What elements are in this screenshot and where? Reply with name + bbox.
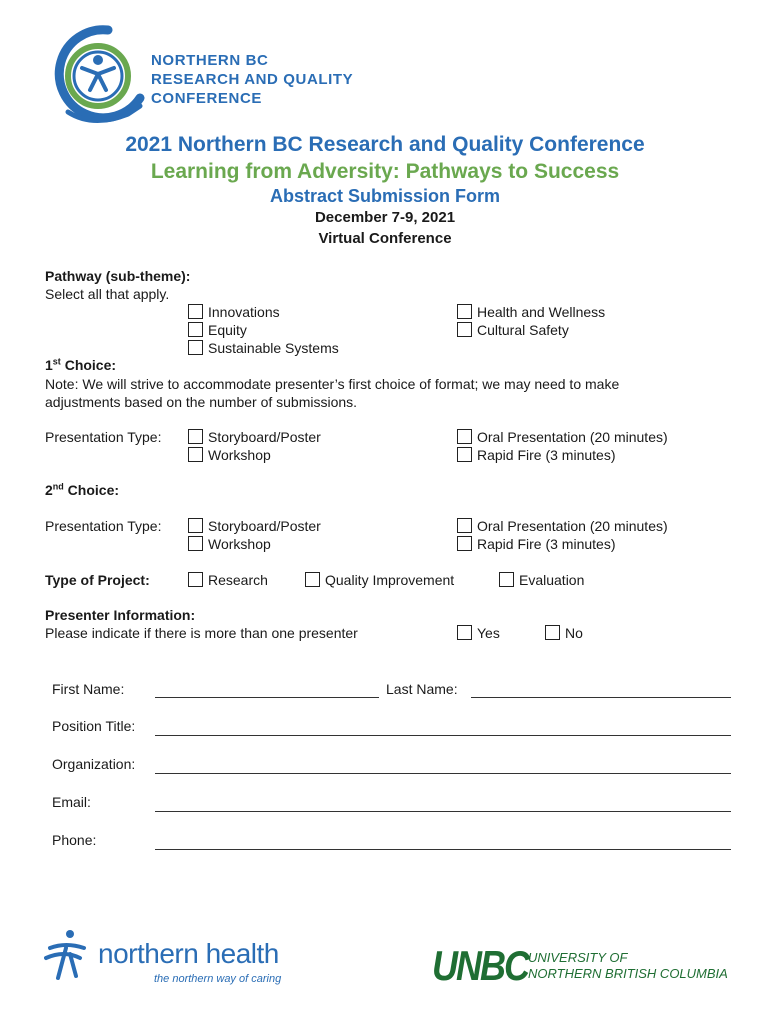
last-name-label: Last Name: (386, 681, 458, 697)
checkbox[interactable] (457, 518, 472, 533)
first-name-field[interactable] (155, 697, 379, 698)
conference-venue: Virtual Conference (318, 230, 452, 247)
checkbox[interactable] (457, 625, 472, 640)
first-choice-type-label: Presentation Type: (45, 429, 162, 445)
second-choice-label: 2nd Choice: (45, 481, 120, 498)
presenter-info-label: Presenter Information: (45, 607, 196, 623)
logo-line-1: NORTHERN BC (151, 52, 269, 69)
project-type-label: Type of Project: (45, 572, 150, 588)
checkbox[interactable] (457, 429, 472, 444)
northern-health-name: northern health (98, 938, 279, 969)
checkbox[interactable] (188, 304, 203, 319)
unbc-line-1: UNIVERSITY OF (528, 950, 628, 965)
checkbox[interactable] (188, 518, 203, 533)
first-choice-note-line-2: adjustments based on the number of submissions. (45, 394, 358, 410)
position-title-field[interactable] (155, 735, 731, 736)
checkbox[interactable] (188, 447, 203, 462)
checkbox[interactable] (305, 572, 320, 587)
checkbox[interactable] (457, 322, 472, 337)
email-field[interactable] (155, 811, 731, 812)
last-name-field[interactable] (471, 697, 731, 698)
logo-line-2: RESEARCH AND QUALITY (151, 71, 354, 88)
first-choice-note-line-1: Note: We will strive to accommodate presenter’s first choice of format; we may need to make (45, 376, 620, 392)
pathway-instruction: Select all that apply. (45, 286, 170, 302)
presenter-question: Please indicate if there is more than one presenter (45, 625, 358, 641)
form-title: Abstract Submission Form (269, 186, 501, 206)
checkbox[interactable] (499, 572, 514, 587)
conference-theme: Learning from Adversity: Pathways to Success (150, 160, 620, 183)
checkbox[interactable] (457, 304, 472, 319)
checkbox[interactable] (188, 536, 203, 551)
checkbox[interactable] (457, 447, 472, 462)
phone-field[interactable] (155, 849, 731, 850)
organization-label: Organization: (52, 756, 136, 772)
conference-title: 2021 Northern BC Research and Quality Conference (125, 133, 645, 156)
first-choice-label: 1st Choice: (45, 356, 117, 373)
email-label: Email: (52, 794, 91, 810)
phone-label: Phone: (52, 832, 97, 848)
unbc-logo (432, 940, 732, 994)
checkbox[interactable] (545, 625, 560, 640)
checkbox[interactable] (188, 572, 203, 587)
unbc-line-2: NORTHERN BRITISH COLUMBIA (528, 966, 728, 981)
conference-logo-emblem (48, 24, 148, 130)
checkbox[interactable] (188, 322, 203, 337)
checkbox[interactable] (457, 536, 472, 551)
checkbox[interactable] (188, 429, 203, 444)
conference-logo (48, 24, 378, 134)
second-choice-type-label: Presentation Type: (45, 518, 162, 534)
conference-dates: December 7-9, 2021 (314, 209, 456, 226)
organization-field[interactable] (155, 773, 731, 774)
northern-health-emblem-icon (44, 928, 88, 984)
checkbox[interactable] (188, 340, 203, 355)
pathway-label: Pathway (sub-theme): (45, 268, 191, 284)
northern-health-logo (44, 926, 294, 990)
first-name-label: First Name: (52, 681, 125, 697)
northern-health-tagline: the northern way of caring (154, 973, 282, 985)
position-title-label: Position Title: (52, 718, 136, 734)
unbc-wordmark: UNBC (432, 942, 528, 990)
logo-line-3: CONFERENCE (151, 90, 263, 107)
